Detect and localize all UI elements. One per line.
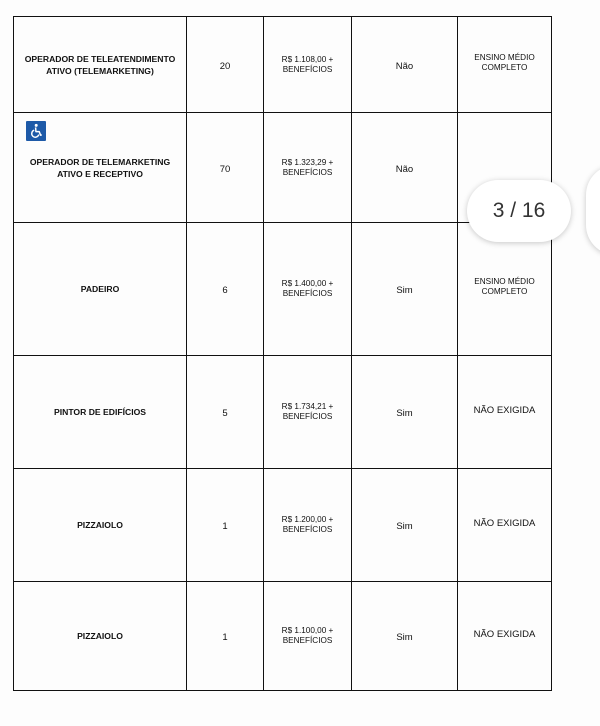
salary-cell: [264, 17, 352, 113]
pcd-text: Sim: [396, 408, 413, 419]
page-indicator: 3 / 16: [467, 180, 571, 242]
role-text: OPERADOR DE TELEATENDIMENTO ATIVO (TELEMARKETING): [24, 53, 176, 76]
education-cell: [458, 469, 552, 582]
salary-text: R$ 1.100,00 +: [281, 626, 334, 635]
role-cell: [14, 582, 187, 691]
salary-text: R$ 1.734,21 +: [281, 402, 334, 411]
salary-cell: [264, 113, 352, 223]
quantity-text: 1: [222, 632, 228, 643]
benefits-text: BENEFÍCIOS: [282, 636, 333, 645]
role-cell: [14, 113, 187, 223]
pcd-text: Não: [395, 163, 414, 175]
role-text: OPERADOR DE TELEMARKETING ATIVO E RECEPTIVO: [29, 156, 171, 179]
table-row: [14, 17, 552, 113]
quantity-text: 1: [222, 521, 228, 532]
pcd-cell: [352, 223, 458, 356]
salary-cell: [264, 356, 352, 469]
table-row: [14, 582, 552, 691]
pcd-cell: [352, 469, 458, 582]
benefits-text: BENEFÍCIOS: [282, 525, 333, 534]
quantity-text: 20: [219, 60, 231, 72]
quantity-text: 6: [222, 285, 228, 296]
role-cell: [14, 469, 187, 582]
role-cell: [14, 17, 187, 113]
education-cell: [458, 582, 552, 691]
salary-cell: [264, 223, 352, 356]
table-row: [14, 469, 552, 582]
education-text: ENSINO MÉDIO COMPLETO: [474, 52, 535, 72]
quantity-cell: [187, 113, 264, 223]
salary-text: R$ 1.200,00 +: [281, 515, 334, 524]
role-cell: [14, 223, 187, 356]
pcd-cell: [352, 356, 458, 469]
pcd-text: Sim: [396, 285, 413, 296]
pcd-cell: [352, 582, 458, 691]
salary-cell: [264, 582, 352, 691]
education-cell: [458, 17, 552, 113]
pcd-text: Sim: [396, 521, 413, 532]
quantity-text: 70: [219, 163, 231, 175]
side-scroll-handle[interactable]: [586, 165, 600, 255]
job-openings-table: [13, 16, 552, 691]
role-text: PIZZAIOLO: [77, 631, 123, 641]
salary-text: R$ 1.108,00 +: [281, 54, 334, 64]
role-cell: [14, 356, 187, 469]
quantity-cell: [187, 223, 264, 356]
quantity-cell: [187, 582, 264, 691]
benefits-text: BENEFÍCIOS: [282, 289, 333, 298]
quantity-cell: [187, 17, 264, 113]
education-text: NÃO EXIGIDA: [473, 628, 536, 640]
pcd-text: Sim: [396, 632, 413, 643]
education-text: ENSINO MÉDIO COMPLETO: [474, 277, 535, 296]
role-text: PIZZAIOLO: [77, 520, 123, 530]
quantity-cell: [187, 356, 264, 469]
role-text: PADEIRO: [80, 284, 120, 294]
wheelchair-accessibility-icon: [26, 121, 46, 141]
benefits-text: BENEFÍCIOS: [282, 412, 333, 421]
benefits-text: BENEFÍCIOS: [282, 167, 333, 177]
salary-text: R$ 1.323,29 +: [281, 157, 334, 167]
salary-text: R$ 1.400,00 +: [281, 279, 334, 288]
pcd-cell: [352, 17, 458, 113]
role-text: PINTOR DE EDIFÍCIOS: [54, 407, 146, 417]
quantity-cell: [187, 469, 264, 582]
education-text: [458, 166, 551, 170]
education-cell: [458, 223, 552, 356]
salary-cell: [264, 469, 352, 582]
education-text: NÃO EXIGIDA: [473, 404, 536, 416]
table-row: [14, 356, 552, 469]
education-cell: [458, 356, 552, 469]
pcd-text: Não: [395, 60, 414, 72]
quantity-text: 5: [222, 408, 228, 419]
table-row: [14, 223, 552, 356]
pcd-cell: [352, 113, 458, 223]
education-text: NÃO EXIGIDA: [473, 517, 536, 529]
benefits-text: BENEFÍCIOS: [282, 64, 333, 74]
